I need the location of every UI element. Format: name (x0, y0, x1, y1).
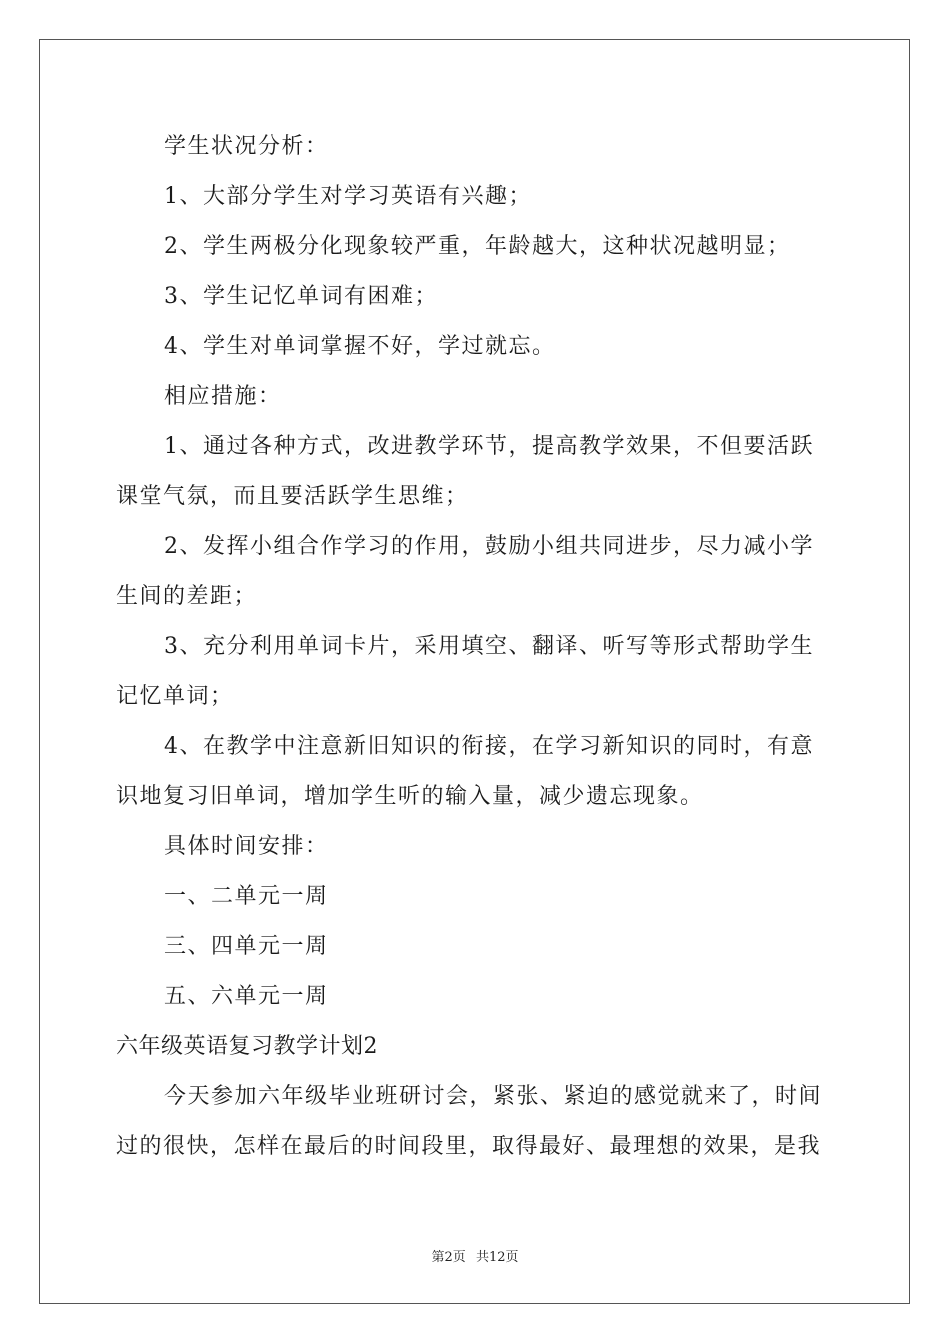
measure-item-2: 2、发挥小组合作学习的作用，鼓励小组共同进步，尽力减小学生间的差距； (116, 534, 814, 609)
analysis-item-2: 2、学生两极分化现象较严重，年龄越大，这种状况越明显； (164, 234, 791, 259)
analysis-item-4: 4、学生对单词掌握不好，学过就忘。 (164, 334, 556, 359)
measure-item-1: 1、通过各种方式，改进教学环节，提高教学效果，不但要活跃课堂气氛，而且要活跃学生思维； (116, 434, 814, 509)
section-heading-student-analysis: 学生状况分析： (164, 134, 329, 159)
measure-item-4: 4、在教学中注意新旧知识的衔接，在学习新知识的同时，有意识地复习旧单词，增加学生听的输入量，减少遗忘现象。 (116, 734, 814, 809)
analysis-item-3: 3、学生记忆单词有困难； (164, 284, 438, 309)
measure-item-3: 3、充分利用单词卡片，采用填空、翻译、听写等形式帮助学生记忆单词； (116, 634, 814, 709)
document-title-plan-2: 六年级英语复习教学计划2 (116, 1034, 378, 1059)
analysis-item-1: 1、大部分学生对学习英语有兴趣； (164, 184, 532, 209)
page-number: 第2页 (431, 1250, 466, 1265)
document-body (116, 122, 836, 1172)
schedule-item-3: 五、六单元一周 (164, 984, 329, 1009)
page-footer (0, 1246, 950, 1265)
schedule-item-2: 三、四单元一周 (164, 934, 329, 959)
page-total: 共12页 (475, 1250, 519, 1265)
section-heading-measures: 相应措施： (164, 384, 282, 409)
schedule-item-1: 一、二单元一周 (164, 884, 329, 909)
section-heading-schedule: 具体时间安排： (164, 834, 329, 859)
plan-2-intro-paragraph: 今天参加六年级毕业班研讨会，紧张、紧迫的感觉就来了，时间过的很快，怎样在最后的时间段里，取得最好、最理想的效果，是我 (116, 1084, 823, 1159)
